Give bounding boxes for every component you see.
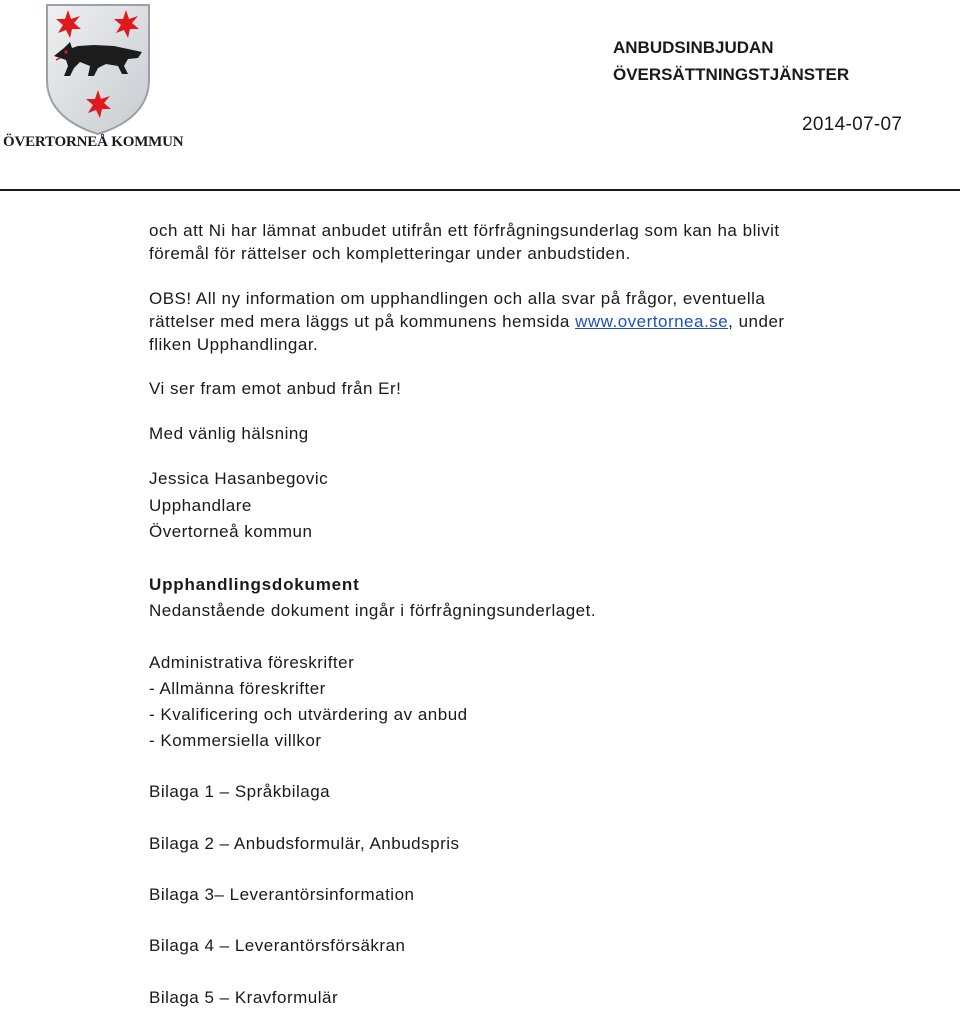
paragraph-line: föremål för rättelser och kompletteringar under anbudstiden. (149, 244, 631, 263)
paragraph-line: och att Ni har lämnat anbudet utifrån ett förfrågningsunderlag som kan ha blivit (149, 221, 780, 240)
admin-item: - Allmänna föreskrifter (149, 679, 326, 698)
obs-line (149, 310, 785, 333)
section-intro: Nedanstående dokument ingår i förfrågningsunderlaget. (149, 601, 597, 620)
attachment-item: Bilaga 4 – Leverantörsförsäkran (149, 936, 406, 955)
obs-text: rättelser med mera läggs ut på kommunens hemsida (149, 312, 576, 331)
signature-role: Upphandlare (149, 496, 252, 515)
document-title (613, 34, 849, 88)
title-line-1: ANBUDSINBJUDAN (613, 38, 774, 57)
signature-org: Övertorneå kommun (149, 522, 313, 541)
attachment-item: Bilaga 1 – Språkbilaga (149, 782, 331, 801)
document-date: 2014-07-07 (802, 114, 903, 135)
attachment-item: Bilaga 3– Leverantörsinformation (149, 885, 415, 904)
obs-line: OBS! All ny information om upphandlingen och alla svar på frågor, eventuella (149, 289, 766, 308)
greeting-text: Med vänlig hälsning (149, 424, 309, 443)
obs-text: , under (728, 312, 785, 331)
closing-text: Vi ser fram emot anbud från Er! (149, 379, 402, 398)
attachment-item: Bilaga 5 – Kravformulär (149, 988, 339, 1007)
municipality-name: ÖVERTORNEÅ KOMMUN (3, 134, 184, 150)
municipality-logo (0, 0, 200, 155)
admin-title: Administrativa föreskrifter (149, 653, 355, 672)
title-line-2: ÖVERSÄTTNINGSTJÄNSTER (613, 65, 850, 84)
header-divider (0, 189, 960, 191)
coat-of-arms-icon (44, 2, 152, 136)
obs-line: fliken Upphandlingar. (149, 335, 319, 354)
admin-item: - Kvalificering och utvärdering av anbud (149, 705, 468, 724)
attachment-item: Bilaga 2 – Anbudsformulär, Anbudspris (149, 834, 460, 853)
admin-item: - Kommersiella villkor (149, 731, 322, 750)
website-link[interactable]: www.overtornea.se (575, 312, 729, 331)
signature-name: Jessica Hasanbegovic (149, 469, 329, 488)
section-heading: Upphandlingsdokument (149, 575, 360, 594)
